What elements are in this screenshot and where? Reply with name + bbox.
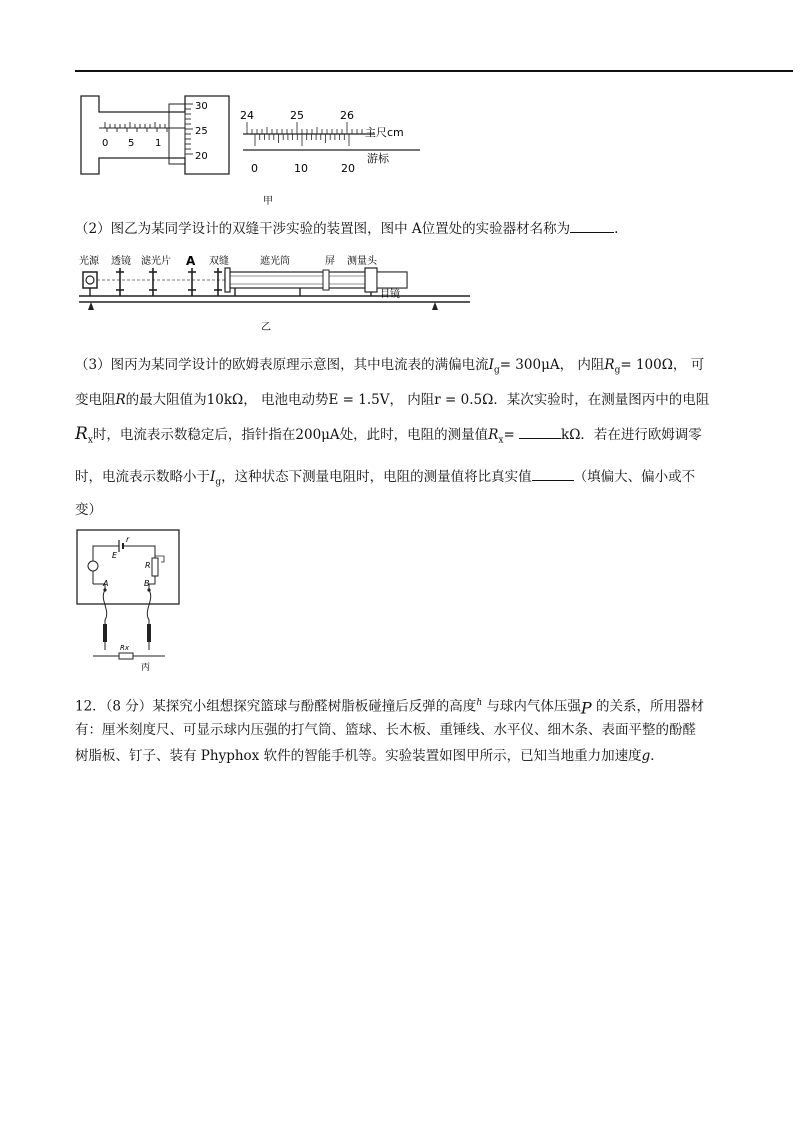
label-e: E — [112, 551, 118, 560]
caliper-main-unit: 主尺cm — [365, 126, 404, 139]
rx-symbol: R — [75, 424, 88, 444]
rg-symbol: R — [604, 357, 615, 373]
q2-answer-blank[interactable] — [570, 218, 614, 233]
q3-text-4a: 时，电流表示数略小于 — [75, 469, 210, 485]
label-r-internal: r — [126, 535, 130, 544]
thimble-label-25: 25 — [195, 126, 208, 137]
label-eyepiece: 目镜 — [380, 289, 400, 300]
q12-line-2 — [75, 720, 696, 740]
caliper-vernier-unit: 游标 — [367, 152, 389, 165]
caliper-main-scale — [247, 122, 362, 134]
q3-text-2c: ， 电池电动势 — [243, 392, 329, 408]
caliper-vernier-10: 10 — [294, 162, 308, 175]
figure-jia-caption: 甲 — [263, 196, 273, 207]
label-lens: 透镜 — [111, 256, 131, 267]
sleeve-label-5: 5 — [128, 138, 135, 149]
ig-subscript-2: g — [215, 477, 222, 488]
header-rule — [75, 70, 793, 72]
rx-subscript: x — [87, 435, 93, 446]
label-terminal-a: A — [103, 579, 109, 588]
label-light-source: 光源 — [79, 256, 99, 267]
q12-text-3a: 树脂板、钉子、装有 Phyphox 软件的智能手机等。实验装置如图甲所示，已知当地重力加速度 — [75, 748, 642, 764]
label-a: A — [186, 254, 196, 268]
q3-line-5 — [75, 500, 102, 520]
q3-text-4c: （填偏大、偏小或不 — [573, 469, 696, 485]
q3-line-3 — [75, 424, 702, 451]
q12-line-1 — [75, 693, 704, 719]
r-max-value: 10kΩ — [206, 392, 244, 408]
q12-text-3end: ． — [650, 748, 664, 764]
p-symbol: P — [580, 698, 592, 718]
q3-line-2 — [75, 390, 709, 410]
rg-subscript: g — [614, 365, 621, 376]
rx-symbol-2: R — [488, 427, 499, 443]
q3-answer-blank-1[interactable] — [519, 424, 561, 439]
q3-text-4b: ，这种状态下测量电阻时，电阻的测量值将比真实值 — [221, 469, 532, 485]
q12-line-3 — [75, 746, 664, 766]
q3-text-1a: （3）图丙为某同学设计的欧姆表原理示意图，其中电流表的满偏电流 — [75, 357, 489, 373]
emf-value: E = 1.5V — [328, 392, 390, 408]
caliper-vernier-scale — [255, 134, 349, 146]
q3-text-2e: ．某次实验时，在测量图丙中的电阻 — [493, 392, 710, 408]
q3-text-1c: ， 可 — [672, 357, 705, 373]
q3-text-1b: ， 内阻 — [559, 357, 605, 373]
q3-text-2b: 的最大阻值为 — [125, 392, 207, 408]
figure-bing-caption: 丙 — [141, 663, 151, 673]
label-screen: 屏 — [325, 256, 335, 267]
q3-line-1 — [75, 355, 704, 381]
figure-yi — [75, 250, 475, 338]
g-symbol: g — [641, 748, 651, 764]
label-shading-tube: 遮光筒 — [260, 256, 290, 267]
caliper-vernier-0: 0 — [251, 162, 258, 175]
q3-text-5: 变） — [75, 502, 102, 518]
equals-sign: = — [503, 427, 515, 443]
ig-subscript: g — [493, 365, 500, 376]
label-rx: Rx — [120, 644, 130, 652]
q2-line — [75, 218, 618, 239]
optical-stands — [116, 268, 222, 296]
h-symbol: h — [476, 698, 483, 708]
thimble-scale — [185, 104, 193, 154]
q2-text: （2）图乙为某同学设计的双缝干涉实验的装置图，图中 A位置处的实验器材名称为 — [75, 221, 571, 237]
q3-line-4 — [75, 466, 695, 493]
ig-symbol-2: I — [210, 469, 216, 485]
q12-text-1a: 12．（8 分）某探究小组想探究篮球与酚醛树脂板碰撞后反弹的高度 — [75, 698, 477, 715]
rg-value: = 100Ω — [620, 357, 673, 373]
q3-text-2a: 变电阻 — [75, 392, 116, 408]
figure-bing — [75, 528, 185, 676]
sleeve-label-0: 0 — [102, 138, 109, 149]
caliper-vernier-20: 20 — [341, 162, 355, 175]
q12-text-1b: 与球内气体压强 — [486, 698, 581, 715]
q3-text-3b: 处，此时，电阻的测量值 — [339, 427, 489, 443]
q3-answer-blank-2[interactable] — [532, 466, 574, 481]
ig-value: = 300μA — [499, 357, 560, 373]
thimble-label-20: 20 — [195, 151, 208, 162]
q2-end: . — [614, 221, 619, 237]
caliper-main-26: 26 — [340, 109, 354, 122]
q3-text-2d: ， 内阻 — [389, 392, 435, 408]
caliper-main-24: 24 — [240, 109, 254, 122]
q12-text-2: 有：厘米刻度尺、可显示球内压强的打气筒、篮球、长木板、重锤线、水平仪、细木条、表面平整的酚醛 — [75, 722, 696, 738]
r-symbol: R — [115, 392, 126, 408]
q12-text-1c: 的关系，所用器材 — [595, 698, 704, 715]
label-double-slit: 双缝 — [209, 256, 229, 267]
internal-r-value: r = 0.5Ω — [434, 392, 494, 408]
current-value: 200μA — [295, 427, 340, 443]
q3-text-3a: 时，电流表示数稳定后，指针指在 — [92, 427, 296, 443]
sleeve-label-1: 1 — [155, 138, 162, 149]
label-terminal-b: B — [144, 579, 150, 588]
q3-text-3c: kΩ．若在进行欧姆调零 — [561, 427, 702, 443]
label-filter: 滤光片 — [141, 256, 171, 267]
rx-subscript-2: x — [498, 435, 504, 446]
caliper-main-25: 25 — [290, 109, 304, 122]
ig-symbol: I — [488, 357, 494, 373]
micrometer-scale — [105, 122, 167, 132]
figure-yi-caption: 乙 — [261, 322, 271, 333]
label-measuring-head: 测量头 — [347, 256, 377, 267]
thimble-label-30: 30 — [195, 101, 208, 112]
figure-jia — [75, 92, 435, 212]
label-r-variable: R — [145, 561, 151, 570]
